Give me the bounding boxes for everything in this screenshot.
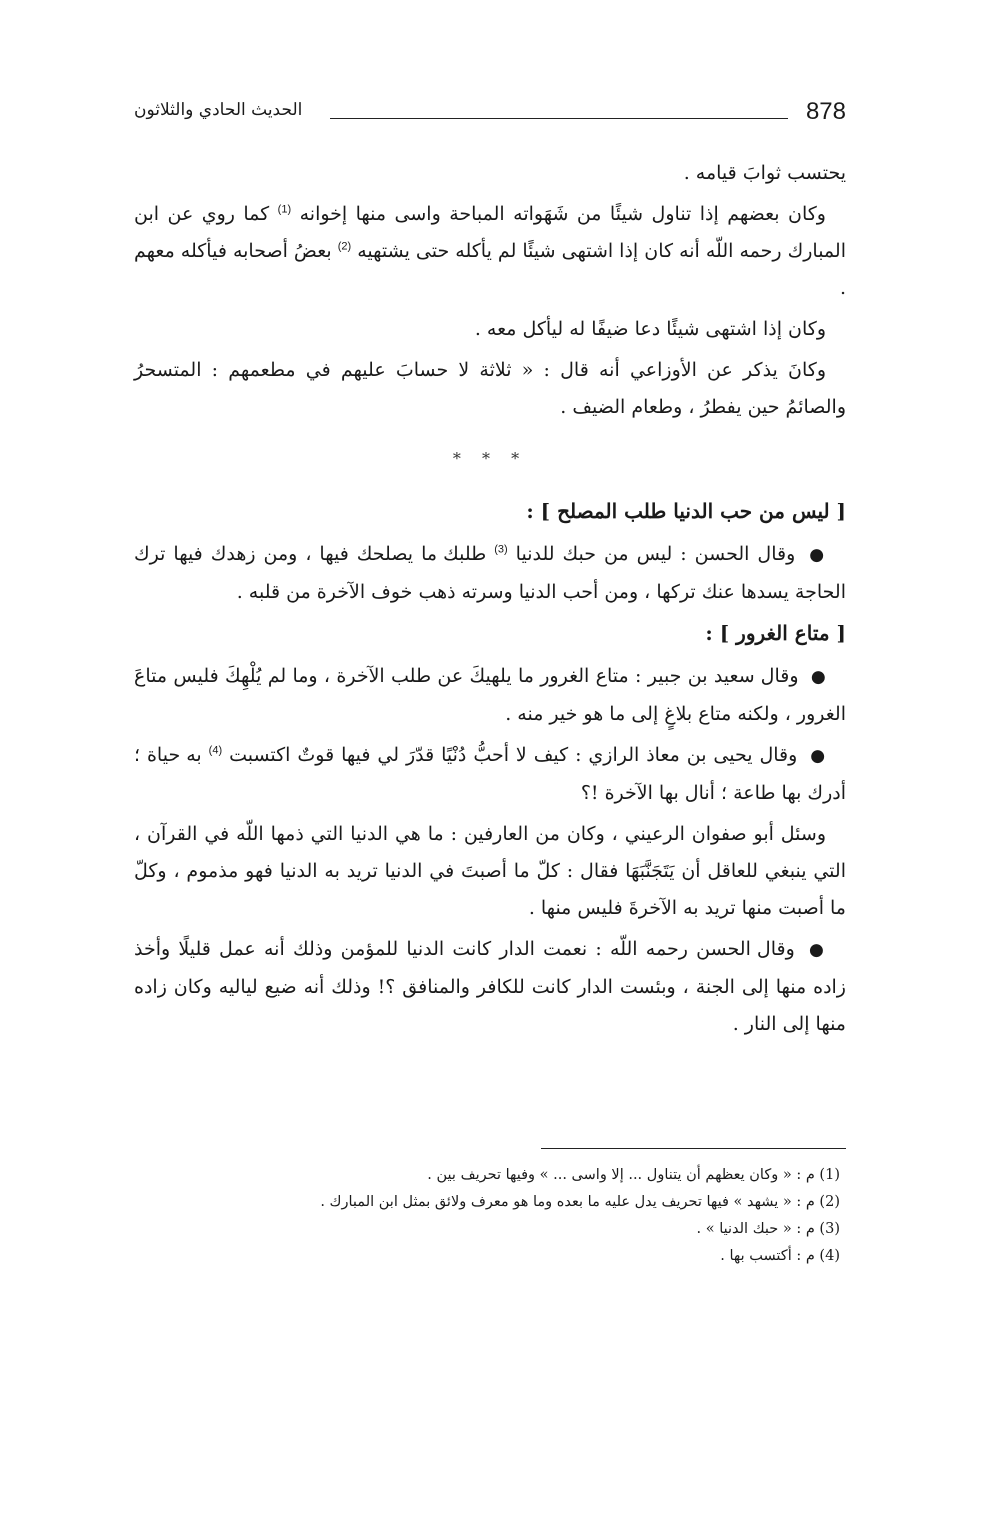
section-separator: * * * [452,449,528,468]
footnote-3: (3) م : « حبك الدنيا » . [696,1221,840,1237]
paragraph-2: وكان بعضهم إذا تناول شيئًا من شَهَواته المباحة واسى منها إخوانه $^{(1)}$ كما روي عن ابن المبارك رحمه اللّه أنه كان إذا اشتهى شيئًا لم يأكله حتى يشتهيه $^{(2)}$ بعضُ أصحابه فيأكله معهم . [134,203,846,299]
paragraph-6: ● وقال سعيد بن جبير : متاع الغرور ما يلهيكَ عن طلب الآخرة ، وما لم يُلْهِكَ فليس متاعَ الغرور ، ولكنه متاع بلاغٍ إلى ما هو خير منه . [134,665,846,725]
page-number: 878 [805,98,846,125]
paragraph-7: ● وقال يحيى بن معاذ الرازي : كيف لا أحبُّ دُنْيًا قدّرَ لي فيها قوتٌ اكتسبت $^{(4)}$ به حياة ؛ أدرك بها طاعة ؛ أنال بها الآخرة !؟ [134,744,846,804]
paragraph-8: وسئل أبو صفوان الرعيني ، وكان من العارفين : ما هي الدنيا التي ذمها اللّه في القرآن ، التي ينبغي للعاقل أن يَتَجَنَّبَهَا فقال : كلّ ما أصبتَ في الدنيا تريد به الدنيا فهو مذموم ، وكلّ ما أصبت منها تريد به الآخرةَ فليس منها . [134,823,846,919]
footnote-ref-2[interactable]: (2) [337,240,352,253]
bullet-icon: ● [810,667,826,687]
bullet-icon: ● [810,746,826,766]
footnote-1: (1) م : « وكان يعظهم أن يتناول ... إلا واسى ... » وفيها تحريف بين . [427,1167,840,1183]
paragraph-4: وكانَ يذكر عن الأوزاعي أنه قال : « ثلاثة لا حسابَ عليهم في مطعمهم : المتسحرُ والصائمُ حين يفطرُ ، وطعام الضيف . [134,359,846,418]
bullet-icon: ● [809,545,826,565]
section-heading-1: [ ليس من حب الدنيا طلب المصلح ] : [526,499,846,523]
paragraph-9: ● وقال الحسن رحمه اللّه : نعمت الدار كانت الدنيا للمؤمن وذلك أنه عمل قليلًا وأخذ زاده منها إلى الجنة ، وبئست الدار كانت للكافر والمنافق ؟! وذلك أنه ضيع لياليه وكان زاده منها إلى النار . [134,938,846,1035]
paragraph-1: يحتسب ثوابَ قيامه . [683,162,846,184]
header-rule [330,118,788,119]
footnote-rule [541,1148,846,1149]
footnote-4: (4) م : أكتسب بها . [720,1248,840,1264]
running-header [134,96,846,136]
chapter-title: الحديث الحادي والثلاثون [134,100,303,120]
paragraph-5: ● وقال الحسن : ليس من حبك للدنيا $^{(3)}$ طلبك ما يصلحك فيها ، ومن زهدك فيها ترك الحاجة يسدها عنك تركها ، ومن أحب الدنيا وسرته ذهب خوف الآخرة من قلبه . [134,543,846,603]
footnote-ref-4[interactable]: (4) [208,744,223,757]
footnotes [134,1162,846,1270]
footnote-ref-3[interactable]: (3) [494,543,508,556]
footnote-ref-1[interactable]: (1) [277,203,292,216]
body-text [134,155,846,1047]
bullet-icon: ● [808,940,826,960]
section-heading-2: [ متاع الغرور ] : [705,621,846,645]
paragraph-3: وكان إذا اشتهى شيئًا دعا ضيفًا له ليأكل معه . [474,318,826,340]
footnote-2: (2) م : « يشهد » فيها تحريف يدل عليه ما بعده وما هو معرف ولائق بمثل ابن المبارك . [320,1194,840,1210]
